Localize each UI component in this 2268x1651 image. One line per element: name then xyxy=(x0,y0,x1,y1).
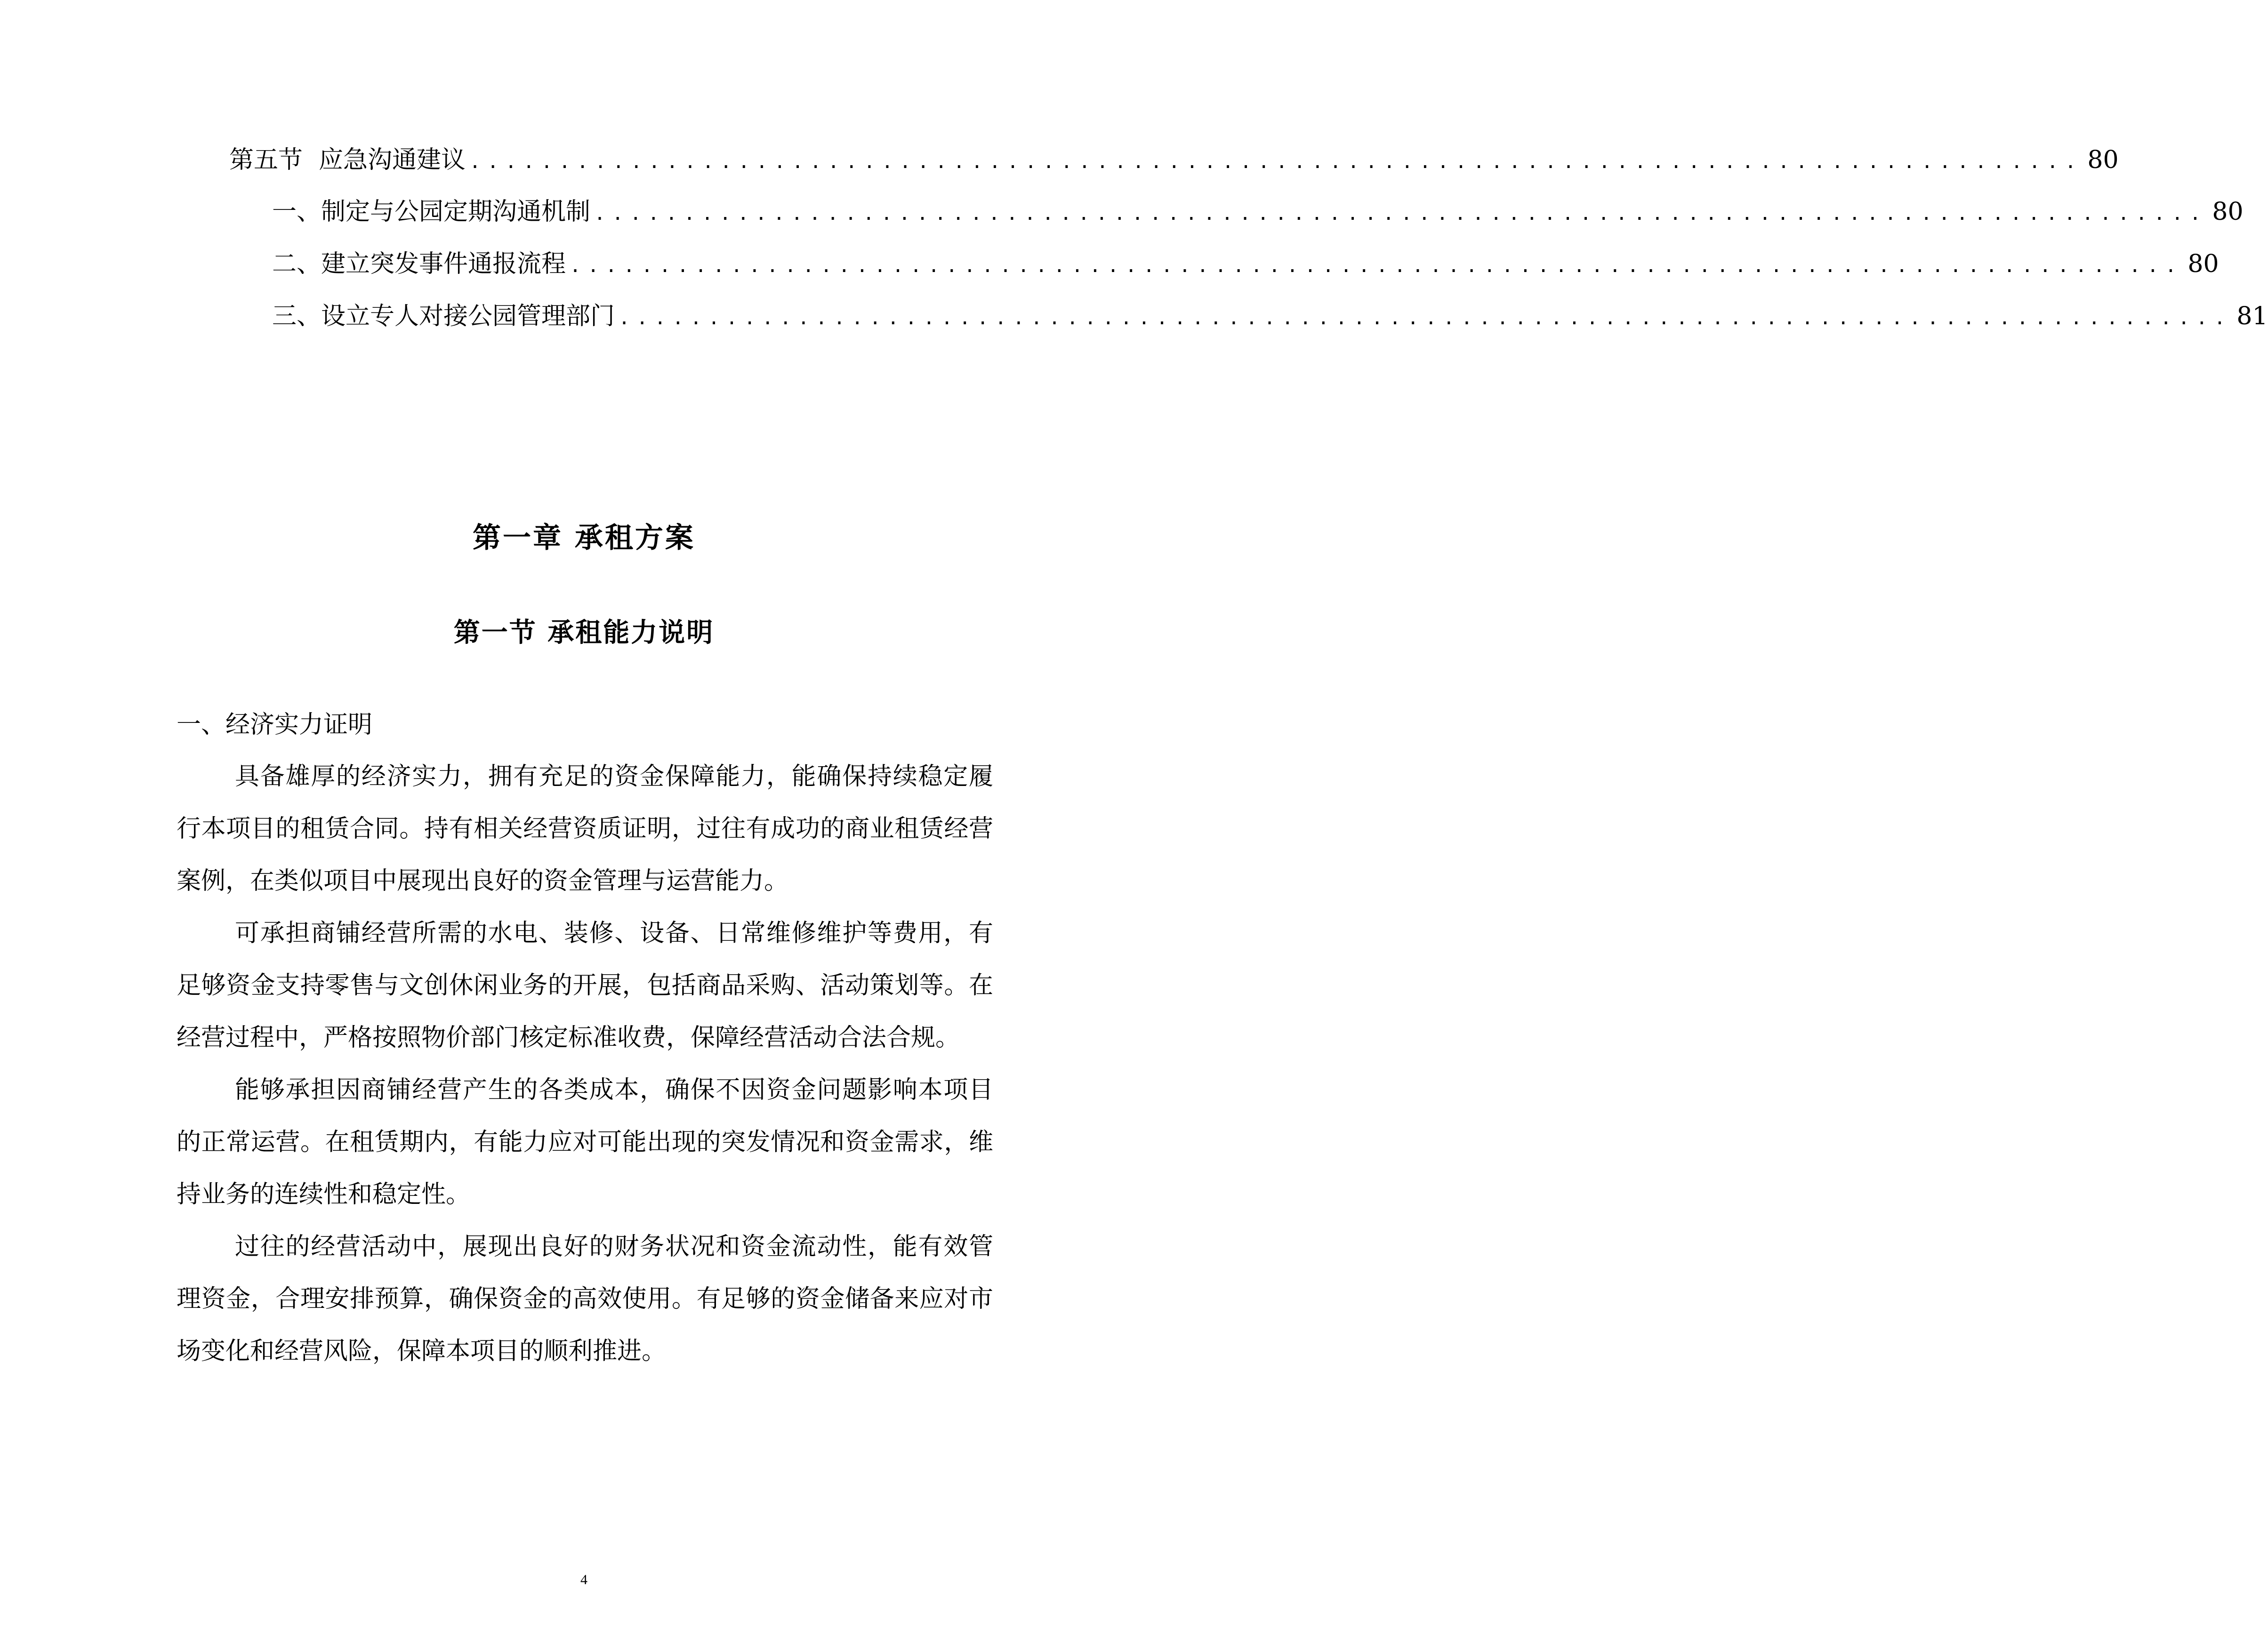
toc-entry-page: 80 xyxy=(2188,250,2219,278)
toc-dot-leader: .......................................................................................... xyxy=(570,255,2183,277)
paragraph: 具备雄厚的经济实力，拥有充足的资金保障能力，能确保持续稳定履行本项目的租赁合同。持有相关经营资质证明，过往有成功的商业租赁经营案例，在类似项目中展现出良好的资金管理与运营能力。 xyxy=(177,762,993,895)
subheading: 一、经济实力证明 xyxy=(177,711,373,739)
toc-entry-page: 80 xyxy=(2087,146,2119,174)
toc-entry[interactable] xyxy=(272,191,2244,233)
section-title: 第一节 承租能力说明 xyxy=(453,617,715,648)
toc-entry-number: 第五节 xyxy=(229,146,303,174)
toc-dot-leader: .......................................................................................... xyxy=(619,307,2232,329)
page-number: 4 xyxy=(580,1572,587,1587)
paragraph: 能够承担因商铺经营产生的各类成本，确保不因资金问题影响本项目的正常运营。在租赁期内，有能力应对可能出现的突发情况和资金需求，维持业务的连续性和稳定性。 xyxy=(177,1076,993,1209)
toc-entry-title: 设立专人对接公园管理部门 xyxy=(321,302,615,330)
toc-entry-number: 一、 xyxy=(272,198,322,226)
toc-entry[interactable] xyxy=(272,243,2219,285)
toc-entry[interactable] xyxy=(272,295,2268,337)
toc-entry-page: 81 xyxy=(2236,302,2268,330)
paragraph: 过往的经营活动中，展现出良好的财务状况和资金流动性，能有效管理资金，合理安排预算，确保资金的高效使用。有足够的资金储备来应对市场变化和经营风险，保障本项目的顺利推进。 xyxy=(177,1233,993,1365)
toc-entry-number: 三、 xyxy=(272,302,322,330)
toc-entry-number: 二、 xyxy=(272,250,322,278)
toc-entry-title: 制定与公园定期沟通机制 xyxy=(321,198,591,226)
body-text xyxy=(177,751,993,1378)
toc-dot-leader: .......................................................................................... xyxy=(594,203,2208,224)
toc-dot-leader: .......................................................................................... xyxy=(469,151,2083,173)
toc-entry-page: 80 xyxy=(2212,198,2244,226)
toc-entry-title: 建立突发事件通报流程 xyxy=(321,250,566,278)
toc-entry-title: 应急沟通建议 xyxy=(319,146,466,174)
paragraph: 可承担商铺经营所需的水电、装修、设备、日常维修维护等费用，有足够资金支持零售与文创休闲业务的开展，包括商品采购、活动策划等。在经营过程中，严格按照物价部门核定标准收费，保障经营活动合法合规。 xyxy=(177,919,993,1052)
chapter-title: 第一章 承租方案 xyxy=(473,521,695,554)
toc-entry[interactable] xyxy=(229,139,2119,181)
